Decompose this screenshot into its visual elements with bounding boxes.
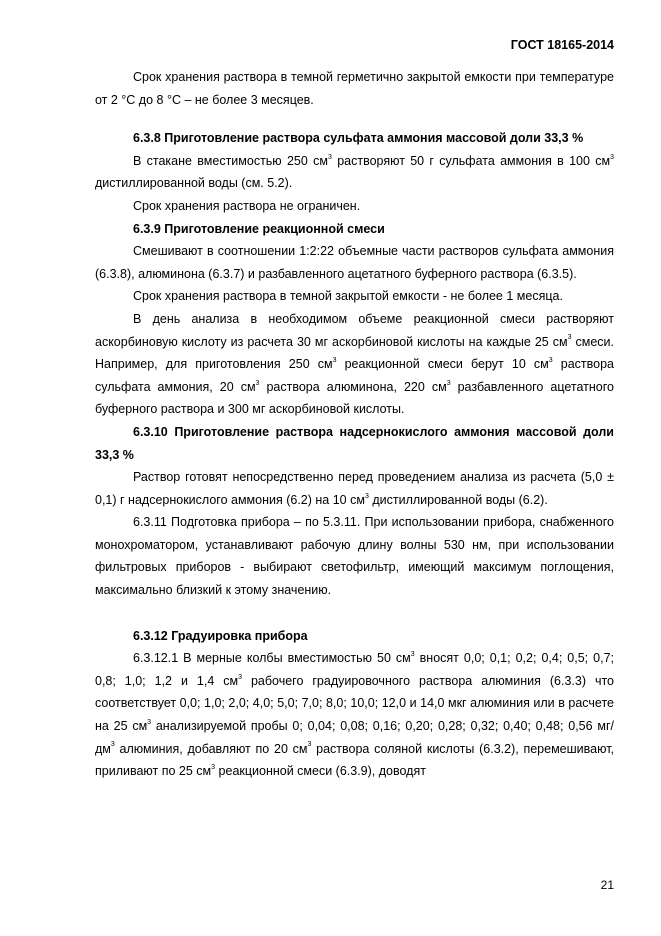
document-header: ГОСТ 18165-2014 xyxy=(510,38,614,52)
paragraph: В стакане вместимостью 250 $см^3$ растворяют 50 г сульфата аммония в 100 $см^3$ дистиллированной воды (см. 5.2). xyxy=(95,153,614,191)
paragraph: В день анализа в необходимом объеме реакционной смеси растворяют аскорбиновую кислоту из расчета 30 мг аскорбиновой кислоты на каждые 25 $см^3$ смеси. Например, для приготовления 250 $см^3$ реакционной смеси берут 10 $см^3$ раствора сульфата аммония, 20 $см^3$ раствора алюминона, 220 $см^3$ разбавленного ацетатного буферного раствора и 300 мг аскорбиновой кислоты. xyxy=(95,311,614,417)
section-heading-6-3-9: 6.3.9 Приготовление реакционной смеси xyxy=(133,221,385,236)
section-heading-6-3-8: 6.3.8 Приготовление раствора сульфата аммония массовой доли 33,3 % xyxy=(133,131,584,146)
paragraph: 6.3.12.1 В мерные колбы вместимостью 50 $см^3$ вносят 0,0; 0,1; 0,2; 0,4; 0,5; 0,7; 0,8; 1,0; 1,2 и 1,4 $см^3$ рабочего градуировочного раствора алюминия (6.3.3) что соответствует 0,0; 1,0; 2,0; 4,0; 5,0; 7,0; 8,0; 10,0; 12,0 и 14,0 мкг алюминия или в расчете на 25 $см^3$ анализируемой пробы 0; 0,04; 0,08; 0,16; 0,20; 0,28; 0,32; 0,40; 0,48; 0,56 $мг/дм^3$ алюминия, добавляют по 20 $см^3$ раствора соляной кислоты (6.3.2), перемешивают, приливают по 25 $см^3$ реакционной смеси (6.3.9), доводят xyxy=(95,651,615,779)
paragraph: Срок хранения раствора в темной закрытой емкости - не более 1 месяца. xyxy=(133,289,563,304)
page-body xyxy=(95,66,614,783)
paragraph: Срок хранения раствора не ограничен. xyxy=(133,198,361,213)
section-heading-6-3-12: 6.3.12 Градуировка прибора xyxy=(133,628,308,643)
paragraph: Срок хранения раствора в темной герметично закрытой емкости при температуре от 2 °С до 8 °С – не более 3 месяцев. xyxy=(95,70,614,107)
paragraph: 6.3.11 Подготовка прибора – по 5.3.11. При использовании прибора, снабженного монохроматором, устанавливают рабочую длину волны 530 нм, при использовании фильтровых приборов - выбирают светофильтр, имеющий максимум поглощения, максимально близкий к этому значению. xyxy=(95,515,614,598)
page-number: 21 xyxy=(600,878,614,892)
paragraph: Раствор готовят непосредственно перед проведением анализа из расчета (5,0 ± 0,1) г надсернокислого аммония (6.2) на 10 $см^3$ дистиллированной воды (6.2). xyxy=(95,470,614,507)
paragraph: Смешивают в соотношении 1:2:22 объемные части растворов сульфата аммония (6.3.8), алюминона (6.3.7) и разбавленного ацетатного буферного раствора (6.3.5). xyxy=(95,244,614,281)
section-heading-6-3-10: 6.3.10 Приготовление раствора надсернокислого аммония массовой доли 33,3 % xyxy=(95,424,614,462)
